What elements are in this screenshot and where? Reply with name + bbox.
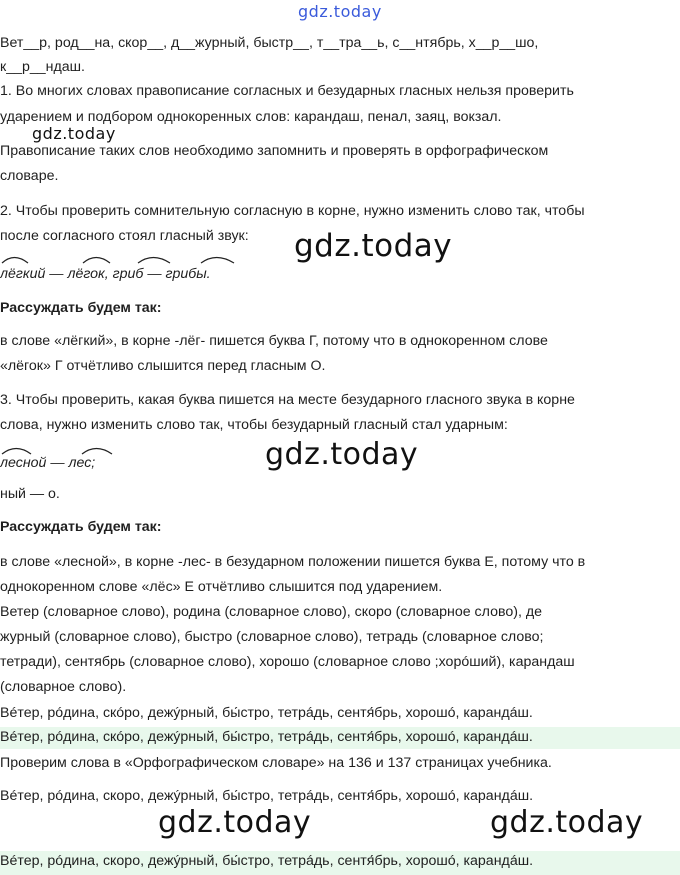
watermark-large-4: gdz.today [490,805,644,840]
answer-line-2: журный (словарное слово), быстро (словарное слово), тетрадь (словарное слово; [0,629,544,645]
rule-2-line-2: после согласного стоял гласный звук: [0,228,249,244]
reasoning-2-line-2: однокоренном слове «лёс» Е отчётливо слышится под ударением. [0,579,443,595]
watermark-large-3: gdz.today [158,805,312,840]
reasoning-heading-1: Рассуждать будем так: [0,300,162,316]
exercise-line-2: к__р__ндаш. [0,59,85,75]
rule-1-line-3: Правописание таких слов необходимо запомнить и проверять в орфографическом [0,143,549,159]
stressed-words-highlighted-1: Вéтер, рóдина, скóро, дежýрный, бы́стро, тетрáдь, сентя́брь, хорошó, карандáш. [0,727,680,749]
rule-1-line-2: ударением и подбором однокоренных слов: карандаш, пенал, заяц, вокзал. [0,109,502,125]
stressed-words-1: Вéтер, рóдина, скóро, дежýрный, бы́стро, тетрáдь, сентя́брь, хорошó, карандáш. [0,705,533,721]
example-les-note: ный — о. [0,486,60,502]
stressed-words-2: Вéтер, рóдина, скоро, дежýрный, бы́стро, тетрáдь, сентя́брь, хорошó, карандáш. [0,788,534,804]
reasoning-2-line-1: в слове «лесной», в корне -лес- в безударном положении пишется буква Е, потому что в [0,554,586,570]
rule-1-line-1: 1. Во многих словах правописание согласных и безударных гласных нельзя проверить [0,83,574,99]
root-arc-icon [0,252,260,264]
reasoning-1-line-2: «лёгок» Г отчётливо слышится перед гласным О. [0,358,326,374]
watermark-large-2: gdz.today [265,437,419,472]
watermark-top: gdz.today [298,2,382,21]
rule-3-line-1: 3. Чтобы проверить, какая буква пишется на месте безударного гласного звука в корне [0,392,575,408]
reasoning-heading-2: Рассуждать будем так: [0,519,162,535]
watermark-small: gdz.today [32,124,116,143]
example-les: лесной — лес; [0,455,96,471]
answer-line-3: тетради), сентябрь (словарное слово), хорошо (словарное слово ;хорóший), карандаш [0,654,575,670]
reasoning-1-line-1: в слове «лёгкий», в корне -лёг- пишется буква Г, потому что в однокоренном слове [0,333,548,349]
example-leg-grib: лёгкий — лёгок, гриб — грибы. [0,266,211,282]
answer-line-1: Ветер (словарное слово), родина (словарное слово), скоро (словарное слово), де [0,604,543,620]
rule-2-line-1: 2. Чтобы проверить сомнительную согласную в корне, нужно изменить слово так, чтобы [0,203,585,219]
rule-3-line-2: слова, нужно изменить слово так, чтобы безударный гласный стал ударным: [0,417,508,433]
answer-line-4: (словарное слово). [0,679,127,695]
exercise-line-1: Вет__р, род__на, скор__, д__журный, быстр__, т__тра__ь, с__нтябрь, х__р__шо, [0,35,539,51]
dictionary-note: Проверим слова в «Орфографическом словаре» на 136 и 137 страницах учебника. [0,755,552,771]
watermark-large-1: gdz.today [294,228,453,264]
rule-1-line-4: словаре. [0,168,59,184]
stressed-words-highlighted-2: Вéтер, рóдина, скоро, дежýрный, бы́стро, тетрáдь, сентя́брь, хорошó, карандáш. [0,851,680,875]
